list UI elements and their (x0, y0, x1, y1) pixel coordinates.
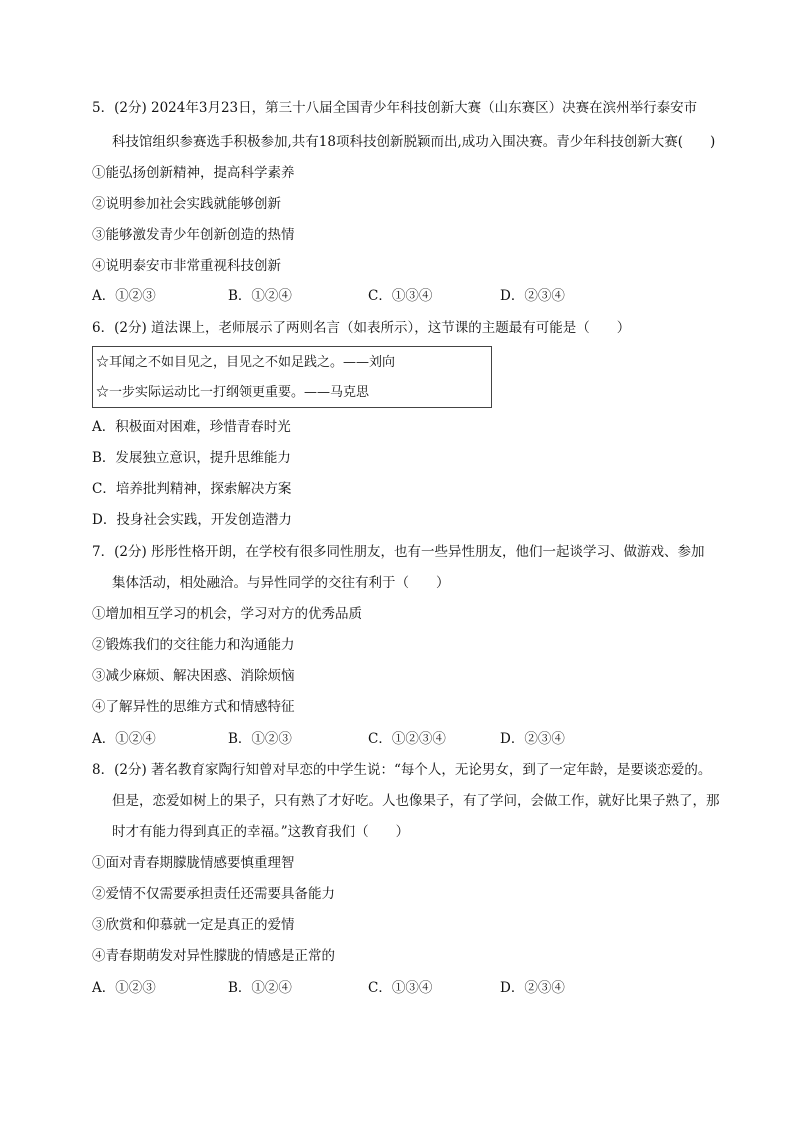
q8-item-2: ②爱情不仅需要承担责任还需要具备能力 (92, 886, 335, 902)
q6-option-d: D．投身社会实践，开发创造潜力 (92, 512, 292, 528)
q7-option-d: D．②③④ (500, 731, 565, 747)
q5-item-3: ③能够激发青少年创新创造的热情 (92, 227, 295, 243)
q5-stem-line2: 科技馆组织参赛选手积极参加,共有18项科技创新脱颖而出,成功入围决赛。青少年科技创新大赛( ) (112, 134, 716, 150)
q5-item-4: ④说明泰安市非常重视科技创新 (92, 258, 281, 274)
q6-quote-table (92, 346, 492, 408)
q5-option-a: A．①②③ (92, 288, 156, 304)
q8-stem-line1: 8．(2分) 著名教育家陶行知曾对早恋的中学生说：“每个人，无论男女，到了一定年龄，是要谈恋爱的。 (92, 762, 712, 778)
q7-option-b: B．①②③ (228, 731, 292, 747)
q8-option-a: A．①②③ (92, 980, 156, 996)
q6-option-b: B．发展独立意识，提升思维能力 (92, 450, 291, 466)
q5-option-c: C．①③④ (368, 288, 433, 304)
q8-option-c: C．①③④ (368, 980, 433, 996)
q8-item-3: ③欣赏和仰慕就一定是真正的爱情 (92, 917, 295, 933)
q7-item-2: ②锻炼我们的交往能力和沟通能力 (92, 637, 295, 653)
q8-stem-line2: 但是，恋爱如树上的果子，只有熟了才好吃。人也像果子，有了学问，会做工作，就好比果子熟了，那 (112, 793, 720, 809)
q6-option-c: C．培养批判精神，探索解决方案 (92, 481, 292, 497)
q7-item-1: ①增加相互学习的机会，学习对方的优秀品质 (92, 606, 362, 622)
q8-item-4: ④青春期萌发对异性朦胧的情感是正常的 (92, 948, 335, 964)
q7-stem-line2: 集体活动，相处融洽。与异性同学的交往有利于（ ） (112, 575, 450, 591)
q5-option-d: D．②③④ (500, 288, 565, 304)
q7-item-3: ③减少麻烦、解决困惑、消除烦恼 (92, 668, 295, 684)
q6-quote-1: ☆耳闻之不如目见之，目见之不如足践之。——刘向 (96, 355, 396, 370)
q8-item-1: ①面对青春期朦胧情感要慎重理智 (92, 855, 295, 871)
q8-stem-line3: 时才有能力得到真正的幸福。”这教育我们（ ） (112, 824, 410, 840)
q8-option-d: D．②③④ (500, 980, 565, 996)
q5-stem-line1: 5．(2分) 2024年3月23日，第三十八届全国青少年科技创新大赛（山东赛区）决赛在滨州举行泰安市 (92, 100, 698, 116)
q6-quote-2: ☆一步实际运动比一打纲领更重要。——马克思 (96, 385, 370, 400)
q7-stem-line1: 7．(2分) 彤彤性格开朗，在学校有很多同性朋友，也有一些异性朋友，他们一起谈学习、做游戏、参加 (92, 544, 705, 560)
q6-option-a: A．积极面对困难，珍惜青春时光 (92, 419, 291, 435)
q7-item-4: ④了解异性的思维方式和情感特征 (92, 699, 295, 715)
q5-item-1: ①能弘扬创新精神，提高科学素养 (92, 165, 295, 181)
q8-option-b: B．①②④ (228, 980, 292, 996)
q6-stem-line1: 6．(2分) 道法课上，老师展示了两则名言（如表所示），这节课的主题最有可能是（ ） (92, 320, 631, 336)
q7-option-a: A．①②④ (92, 731, 156, 747)
q7-option-c: C．①②③④ (368, 731, 446, 747)
q5-option-b: B．①②④ (228, 288, 292, 304)
q5-item-2: ②说明参加社会实践就能够创新 (92, 196, 281, 212)
